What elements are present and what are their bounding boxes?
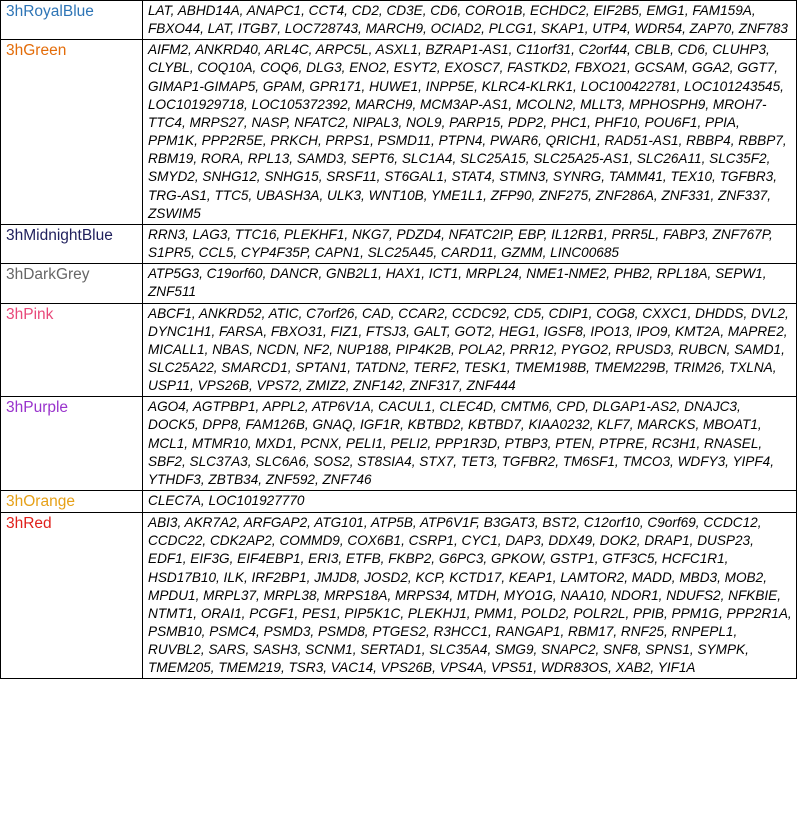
module-name-purple: 3hPurple	[1, 397, 143, 491]
gene-list-pink: ABCF1, ANKRD52, ATIC, C7orf26, CAD, CCAR2, CCDC92, CD5, CDIP1, COG8, CXXC1, DHDDS, DVL2, DYNC1H1, FARSA, FBXO31, FIZ1, FTSJ3, GALT, GOT2, HEG1, IGSF8, IPO13, IPO9, KMT2A, MAPRE2, MICALL1, NBAS, NCDN, NF2, NUP188, PIP4K2B, POLA2, PRR12, PYGO2, RPUSD3, RUBCN, SAMD1, SLC25A22, SMARCD1, SPTAN1, TATDN2, TERF2, TESK1, TMEM198B, TMEM229B, TRIM26, TXLNA, USP11, VPS26B, VPS72, ZMIZ2, ZNF142, ZNF317, ZNF444	[143, 303, 797, 397]
table-row-pink	[1, 303, 797, 397]
table-row-green	[1, 40, 797, 225]
gene-list-purple: AGO4, AGTPBP1, APPL2, ATP6V1A, CACUL1, CLEC4D, CMTM6, CPD, DLGAP1-AS2, DNAJC3, DOCK5, DPP8, FAM126B, GNAQ, IGF1R, KBTBD2, KBTBD7, KIAA0232, KLF7, MARCKS, MBOAT1, MCL1, MTMR10, MXD1, PCNX, PELI1, PELI2, PPP1R3D, PTBP3, PTEN, PTPRE, RC3H1, RNASEL, SBF2, SLC37A3, SLC6A6, SOS2, ST8SIA4, STX7, TET3, TGFBR2, TM6SF1, TMCO3, WDFY3, YIPF4, YTHDF3, ZBTB34, ZNF592, ZNF746	[143, 397, 797, 491]
gene-list-red: ABI3, AKR7A2, ARFGAP2, ATG101, ATP5B, ATP6V1F, B3GAT3, BST2, C12orf10, C9orf69, CCDC12, CCDC22, CDK2AP2, COMMD9, COX6B1, CSRP1, CYC1, DAP3, DDX49, DOK2, DRAP1, DUSP23, EDF1, EIF3G, EIF4EBP1, ERI3, ETFB, FKBP2, G6PC3, GPKOW, GSTP1, GTF3C5, HCFC1R1, HSD17B10, ILK, IRF2BP1, JMJD8, JOSD2, KCP, KCTD17, KEAP1, LAMTOR2, MADD, MBD3, MOB2, MPDU1, MRPL37, MRPL38, MRPS18A, MRPS34, MTDH, MYO1G, NAA10, NDOR1, NDUFS2, NFKBIE, NTMT1, ORAI1, PCGF1, PES1, PIP5K1C, PLEKHJ1, PMM1, POLD2, POLR2L, PPIB, PPM1G, PPP2R1A, PSMB10, PSMC4, PSMD3, PSMD8, PTGES2, R3HCC1, RANGAP1, RBM17, RNF25, RNPEPL1, RUVBL2, SARS, SASH3, SCNM1, SERTAD1, SLC35A4, SMG9, SNAPC2, SNF8, SPNS1, SYMPK, TMEM205, TMEM219, TSR3, VAC14, VPS26B, VPS4A, VPS51, WDR83OS, XAB2, YIF1A	[143, 513, 797, 679]
module-name-green: 3hGreen	[1, 40, 143, 225]
table-row-midnightblue	[1, 224, 797, 263]
table-row-darkgrey	[1, 264, 797, 303]
table-row-purple	[1, 397, 797, 491]
module-name-darkgrey: 3hDarkGrey	[1, 264, 143, 303]
module-name-midnightblue: 3hMidnightBlue	[1, 224, 143, 263]
table-row-orange	[1, 491, 797, 513]
table-row-red	[1, 513, 797, 679]
module-name-red: 3hRed	[1, 513, 143, 679]
gene-list-darkgrey: ATP5G3, C19orf60, DANCR, GNB2L1, HAX1, ICT1, MRPL24, NME1-NME2, PHB2, RPL18A, SEPW1, ZNF511	[143, 264, 797, 303]
module-name-pink: 3hPink	[1, 303, 143, 397]
module-name-orange: 3hOrange	[1, 491, 143, 513]
module-name-royalblue: 3hRoyalBlue	[1, 1, 143, 40]
gene-list-royalblue: LAT, ABHD14A, ANAPC1, CCT4, CD2, CD3E, CD6, CORO1B, ECHDC2, EIF2B5, EMG1, FAM159A, FBXO44, LAT, ITGB7, LOC728743, MARCH9, OCIAD2, PLCG1, SKAP1, UTP4, WDR54, ZAP70, ZNF783	[143, 1, 797, 40]
table-row-royalblue	[1, 1, 797, 40]
gene-list-midnightblue: RRN3, LAG3, TTC16, PLEKHF1, NKG7, PDZD4, NFATC2IP, EBP, IL12RB1, PRR5L, FABP3, ZNF767P, S1PR5, CCL5, CYP4F35P, CAPN1, SLC25A45, CARD11, GZMM, LINC00685	[143, 224, 797, 263]
gene-list-orange: CLEC7A, LOC101927770	[143, 491, 797, 513]
gene-list-green: AIFM2, ANKRD40, ARL4C, ARPC5L, ASXL1, BZRAP1-AS1, C11orf31, C2orf44, CBLB, CD6, CLUHP3, CLYBL, COQ10A, COQ6, DLG3, ENO2, ESYT2, EXOSC7, FASTKD2, FBXO21, GCSAM, GGA2, GGT7, GIMAP1-GIMAP5, GPAM, GPR171, HUWE1, INPP5E, KLRC4-KLRK1, LOC100422781, LOC101243545, LOC101929718, LOC105372392, MARCH9, MCM3AP-AS1, MCOLN2, MLLT3, MPHOSPH9, MROH7-TTC4, MRPS27, NASP, NFATC2, NIPAL3, NOL9, PARP15, PDP2, PHC1, PHF10, POU6F1, PPIA, PPM1K, PPP2R5E, PRKCH, PRPS1, PSMD11, PTPN4, PWAR6, QRICH1, RAD51-AS1, RBBP4, RBBP7, RBM19, RORA, RPL13, SAMD3, SEPT6, SLC1A4, SLC25A15, SLC25A25-AS1, SLC26A11, SLC35F2, SMYD2, SNHG12, SNHG15, SRSF11, ST6GAL1, STAT4, STMN3, SYNRG, TAMM41, TEX10, TGFBR3, TRG-AS1, TTC5, UBASH3A, ULK3, WNT10B, YME1L1, ZFP90, ZNF275, ZNF286A, ZNF331, ZNF337, ZSWIM5	[143, 40, 797, 225]
